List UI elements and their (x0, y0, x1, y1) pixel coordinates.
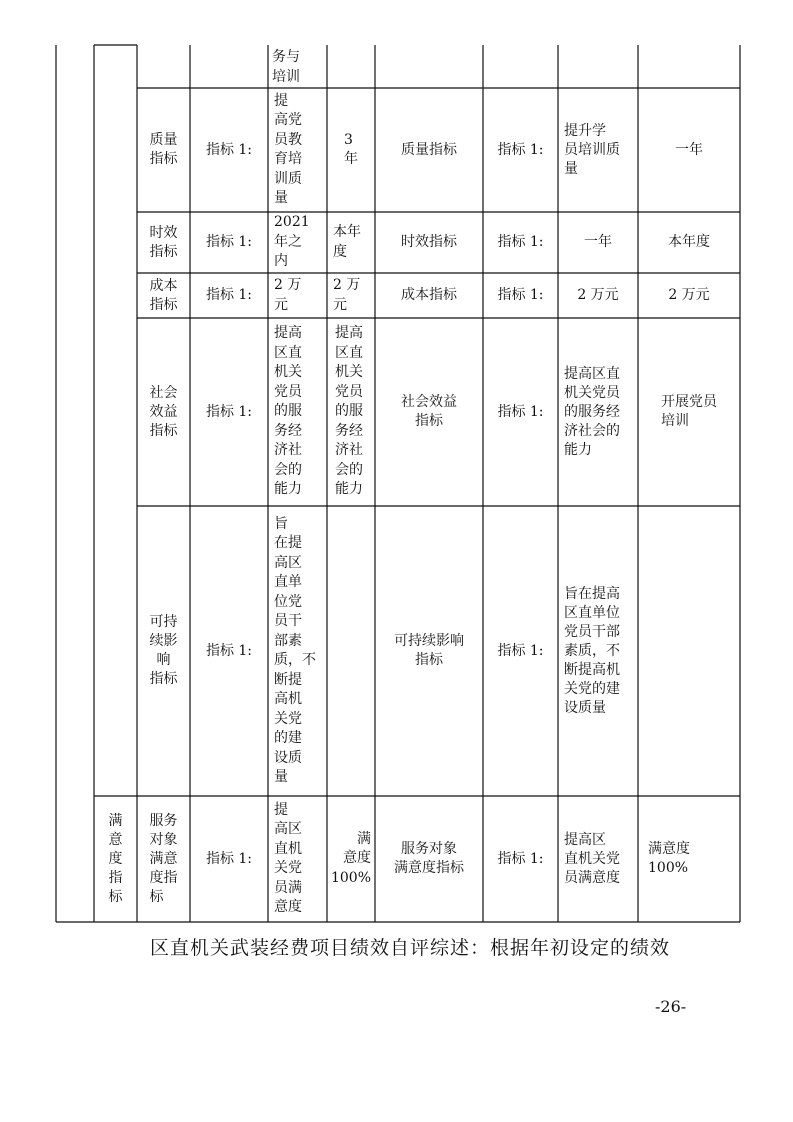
cell-actual-result: 一年 (675, 141, 703, 158)
cell-actual-result: 本年度 (668, 234, 710, 250)
cell-actual-category: 服务对象 满意度指标 (394, 841, 464, 876)
cell-category-satisfaction: 服务 对象 满意 度指 标 (149, 812, 178, 905)
cell-actual-result: 2 万元 (668, 287, 710, 303)
cell-actual-value: 2 万元 (577, 287, 619, 303)
cell-category-timeliness: 时效 指标 (149, 224, 178, 260)
cell-actual-value: 提高区直 机关党员 的服务经 济社会的 能力 (564, 365, 620, 458)
cell-actual-indicator: 指标 1: (497, 642, 544, 659)
cell-category-social: 社会 效益 指标 (149, 384, 178, 439)
cell-index-target: 2 万 元 (333, 277, 361, 313)
page-number: -26- (655, 997, 687, 1016)
cell-category-sustainability: 可持 续影 响 指标 (149, 614, 178, 687)
cell-actual-indicator: 指标 1: (497, 403, 544, 420)
cell-indicator: 指标 1: (205, 642, 253, 659)
cell-index-target (327, 506, 375, 796)
cell-actual-category: 可持续影响 指标 (394, 633, 464, 668)
cell-indicator: 指标 1: (205, 850, 253, 867)
cell-actual-indicator: 指标 1: (497, 141, 544, 158)
cell-actual-result: 满意度 100% (648, 841, 690, 876)
cell-indicator: 指标 1: (205, 287, 253, 303)
cell-actual-result: 开展党员 培训 (661, 394, 717, 429)
cell-index-value: 2021 年之 内 (274, 214, 310, 270)
cell-actual-indicator: 指标 1: (497, 287, 544, 303)
cell-indicator: 指标 1: (205, 403, 253, 420)
cell-index-target: 提高 区直 机关 党员 的服 务经 济社 会的 能力 (335, 325, 363, 498)
cell-indicator: 指标 1: (205, 234, 253, 250)
cell-indicator: 指标 1: (205, 141, 253, 158)
cell-category-quality: 质量 指标 (149, 132, 178, 167)
cell-actual-category: 时效指标 (401, 234, 457, 250)
cell-index-value: 2 万 元 (274, 277, 302, 313)
cell-actual-indicator: 指标 1: (497, 234, 544, 250)
cell-index-target: 本年 度 (333, 224, 361, 260)
cell-actual-category: 质量指标 (401, 141, 457, 158)
cell-index-value: 提 高区 直机 关党 员满 意度 (274, 801, 302, 915)
cell-index-value-cont: 务与 培训 (272, 49, 300, 85)
cell-actual-value: 一年 (584, 234, 612, 250)
cell-actual-value: 提升学 员培训质 量 (564, 122, 620, 177)
cell-actual-result (638, 506, 740, 796)
cell-index-value: 旨 在提 高区 直单 位党 员干 部素 质，不 断提 高机 关党 的建 设质 量 (274, 515, 316, 785)
cell-index-value: 提高 区直 机关 党员 的服 务经 济社 会的 能力 (274, 325, 302, 498)
cell-actual-value: 提高区 直机关党 员满意度 (564, 831, 620, 886)
cell-index-target: 3 年 (344, 131, 358, 167)
cell-actual-category: 社会效益 指标 (401, 394, 457, 429)
summary-paragraph: 区直机关武装经费项目绩效自评综述：根据年初设定的绩效 (150, 937, 671, 959)
cell-index-target: 满 意度 100% (330, 830, 372, 886)
cell-category-cost: 成本 指标 (149, 277, 178, 313)
cell-group-satisfaction: 满 意 度 指 标 (108, 812, 123, 905)
cell-actual-category: 成本指标 (401, 287, 457, 303)
cell-index-value: 提 高党 员教 育培 训质 量 (274, 92, 302, 206)
cell-actual-indicator: 指标 1: (497, 850, 544, 867)
cell-actual-value: 旨在提高 区直单位 党员干部 素质，不 断提高机 关党的建 设质量 (564, 585, 620, 716)
